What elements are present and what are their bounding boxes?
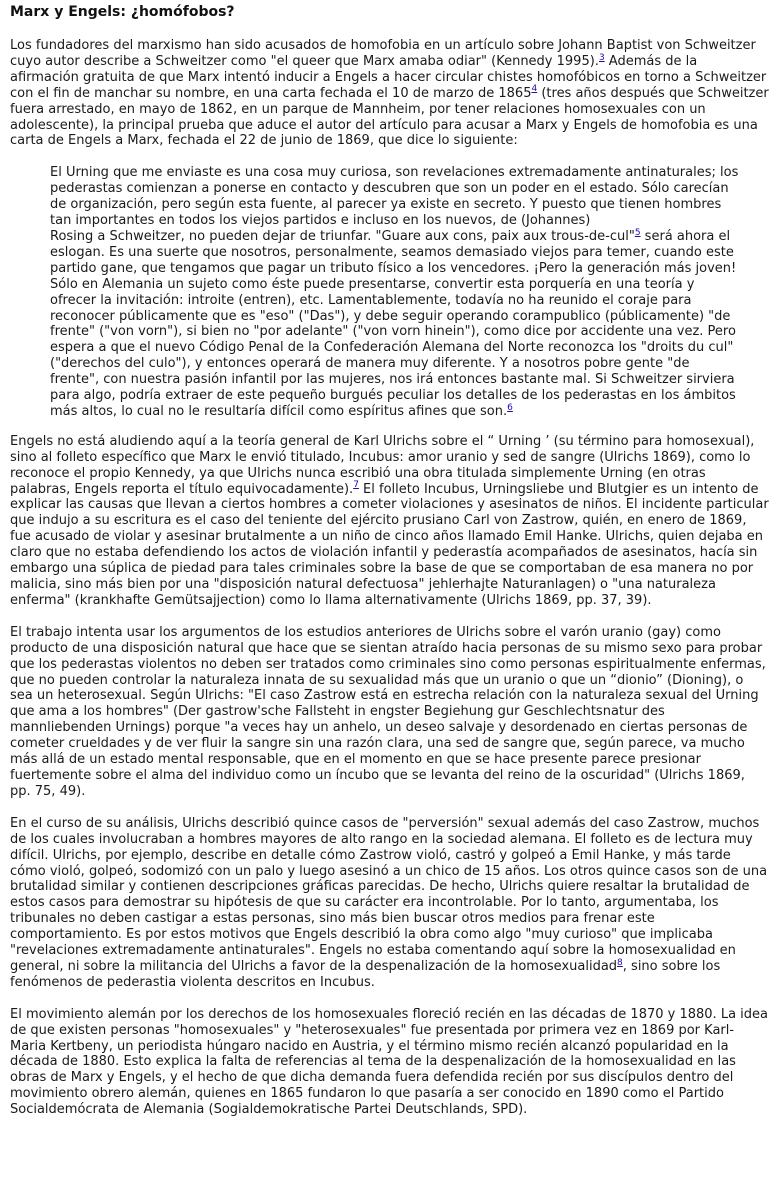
footnote-link-3[interactable]: 3 bbox=[598, 52, 605, 63]
paragraph-3: El trabajo intenta usar los argumentos de los estudios anteriores de Ulrichs sobre el varón uranio (gay) como producto de una disposición natural que hace que se sientan atraído hacia personas de su mismo sexo para probar que los pederastas violentos no deben ser tratados como criminales sino como personas espiritualmente enfermas, que no pueden controlar la naturaleza innata de su sexualidad más que un uranio o que un “dionio” (Dioning), o sea un heterosexual. Según Ulrichs: "El caso Zastrow está en estrecha relación con la naturaleza sexual del Urning que ama a los hombres" (Der gastrow'sche Fallsteht in engster Begiehung gur Geschlechtsnatur des mannliebenden Urnings) porque "a veces hay un anhelo, un deseo salvaje y desordenado en ciertas personas de cometer crueldades y de ver fluir la sangre sin una razón clara, una sed de sangre que, según parece, va mucho más allá de un estado mental responsable, que en el momento en que se hace presente parece presionar fuertemente sobre el alma del individuo como un íncubo que se levanta del reino de la oscuridad" (Ulrichs 1869, pp. 75, 49). bbox=[10, 624, 766, 799]
footnote-link-5[interactable]: 5 bbox=[634, 227, 641, 238]
quote-paragraph-1: El Urning que me enviaste es una cosa muy curiosa, son revelaciones extremadamente antinaturales; los pederastas comienzan a ponerse en contacto y descubren que son un poder en el estado. Sólo carecían de organización, pero según esta fuente, al parecer ya existe en secreto. Y puesto que tienen hombres tan importantes en todos los viejos partidos e incluso en los nuevos, de (Johannes) bbox=[50, 165, 739, 229]
paragraph-1 bbox=[10, 38, 769, 149]
footnote-link-6[interactable]: 6 bbox=[507, 402, 513, 413]
paragraph-1-text-b: Además de la afirmación gratuita de que Marx intentó inducir a Engels a hacer circular chistes homofóbicos en torno a Schweitzer con el fin de manchar su nombre, en una carta fechada el 10 de marzo de 1865 bbox=[10, 53, 767, 101]
footnote-link-8[interactable]: 8 bbox=[617, 957, 623, 968]
quote-text-b: será ahora el eslogan. Es una suerte que nosotros, personalmente, seamos demasiado viejos para temer, cuando este partido gane, que tengamos que pagar un tributo físico a los vencedores. ¡Pero la generación más joven! Sólo en Alemania un sujeto como éste puede presentarse, convertir esta porquería en una teoría y ofrecer la invitación: introite (entren), etc. Lamentablemente, todavía no ha reunido el coraje para reconocer públicamente que es "eso" ("Das"), y debe seguir operando corampublico (públicamente) "de frente" ("von vorn"), si bien no "por adelante" ("von vorn hinein"), como dice por accidente una vez. Pero espera a que el nuevo Código Penal de la Confederación Alemana del Norte reconozca los "droits du cul" ("derechos del culo"), y entonces operará de manera muy diferente. Y a nosotros pobre gente "de frente", con nuestra pasión infantil por las mujeres, nos irá entonces bastante mal. Si Schweitzer sirviera para algo, podría extraer de este pequeño burgués peculiar los detalles de los pederastas en los ámbitos más altos, lo cual no le resultaría difícil como espíritus afines que son. bbox=[50, 228, 737, 419]
paragraph-1-text-a: Los fundadores del marxismo han sido acusados de homofobia en un artículo sobre Johann Baptist von Schweitzer cuyo autor describe a Schweitzer como "el queer que Marx amaba odiar" (Kennedy 1995). bbox=[10, 38, 756, 69]
footnote-link-4[interactable]: 4 bbox=[531, 84, 538, 95]
paragraph-4-text-a: En el curso de su análisis, Ulrichs describió quince casos de "perversión" sexual además del caso Zastrow, muchos de los cuales involucraban a hombres mayores de alto rango en la sociedad alemana. El folleto es de lectura muy difícil. Ulrichs, por ejemplo, describe en detalle cómo Zastrow violó, castró y golpeó a Emil Hanke, y más tarde cómo violó, golpeó, sodomizó con un palo y luego asesinó a un chico de 15 años. Los otros quince casos son de una brutalidad similar y contienen descripciones gráficas parecidas. De hecho, Ulrichs quiere resaltar la brutalidad de estos casos para demostrar su hipótesis de que su carácter era incontrolable. Por lo tanto, argumentaba, los tribunales no deben castigar a estas personas, sino más bien buscar otros medios para frenar este comportamiento. Es por estos motivos que Engels describió la obra como algo "muy curioso" que implicaba "revelaciones extremadamente antinaturales". Engels no estaba comentando aquí sobre la homosexualidad en general, ni sobre la militancia del Ulrichs a favor de la despenalización de la homosexualidad bbox=[10, 815, 768, 974]
quote-paragraph-2 bbox=[50, 229, 740, 420]
footnote-ref-6[interactable] bbox=[507, 400, 513, 413]
quote-text-a: Rosing a Schweitzer, no pueden dejar de triunfar. "Guare aux cons, paix aux trous-de-cul" bbox=[50, 228, 635, 244]
paragraph-1-text-c: (tres años después que Schweitzer fuera arrestado, en mayo de 1862, en un parque de Mannheim, por tener relaciones homosexuales con un adolescente), la principal prueba que aduce el autor del artículo para acusar a Marx y Engels de homofobia es una carta de Engels a Marx, fechada el 22 de junio de 1869, que dice lo siguiente: bbox=[10, 85, 769, 149]
paragraph-2-text-a: Engels no está aludiendo aquí a la teoría general de Karl Ulrichs sobre el “ Urning ’ (su término para homosexual), sino al folleto específico que Marx le envió titulado, Incubus: amor uranio y sed de sangre (Ulrichs 1869), como lo reconoce el propio Kennedy, ya que Ulrichs nunca escribió una obra titulada simplemente Urning (en otras palabras, Engels reporta el título equivocadamente). bbox=[10, 433, 755, 497]
article-title: Marx y Engels: ¿homófobos? bbox=[10, 4, 235, 20]
paragraph-2 bbox=[10, 434, 769, 609]
paragraph-4 bbox=[10, 816, 769, 991]
paragraph-4-text-b: , sino sobre los fenómenos de pederastia violenta descritos en Incubus. bbox=[10, 958, 721, 990]
paragraph-2-text-b: El folleto Incubus, Urningsliebe und Blutgier es un intento de explicar las causas que llevan a ciertos hombres a cometer violaciones y asesinatos de niños. El incidente particular que indujo a su escritura es el caso del teniente del ejército prusiano Carl von Zastrow, quién, en enero de 1869, fue acusado de violar y asesinar brutalmente a un niño de cinco años llamado Emil Hanke. Ulrichs, quien dejaba en claro que no estaba defendiendo los actos de violación infantil y pederastía acompañados de asesinatos, hacía sin embargo una súplica de piedad para tales criminales sobre la base de que se comportaban de esa manera no por malicia, sino más bien por una "disposición natural defectuosa" jehlerhajte Naturanlagen) o "una naturaleza enferma" (krankhafte Gemütsajjection) como lo llama alternativamente (Ulrichs 1869, pp. 37, 39). bbox=[10, 481, 769, 608]
footnote-link-7[interactable]: 7 bbox=[353, 480, 359, 491]
paragraph-5: El movimiento alemán por los derechos de los homosexuales floreció recién en las décadas de 1870 y 1880. La idea de que existen personas "homosexuales" y "heterosexuales" fue presentada por primera vez en 1869 por Karl-Maria Kertbeny, un periodista húngaro nacido en Austria, y el término mismo recién alcanzó popularidad en la década de 1880. Esto explica la falta de referencias al tema de la despenalización de la homosexualidad en las obras de Marx y Engels, y el hecho de que dicha demanda fuera defendida recién por sus discípulos dentro del movimiento obrero alemán, quienes en 1865 fundaron lo que pasaría a ser conocido en 1890 como el Partido Socialdemócrata de Alemania (Sogialdemokratische Partei Deutschlands, SPD). bbox=[10, 1006, 768, 1118]
letter-quote bbox=[50, 165, 740, 420]
